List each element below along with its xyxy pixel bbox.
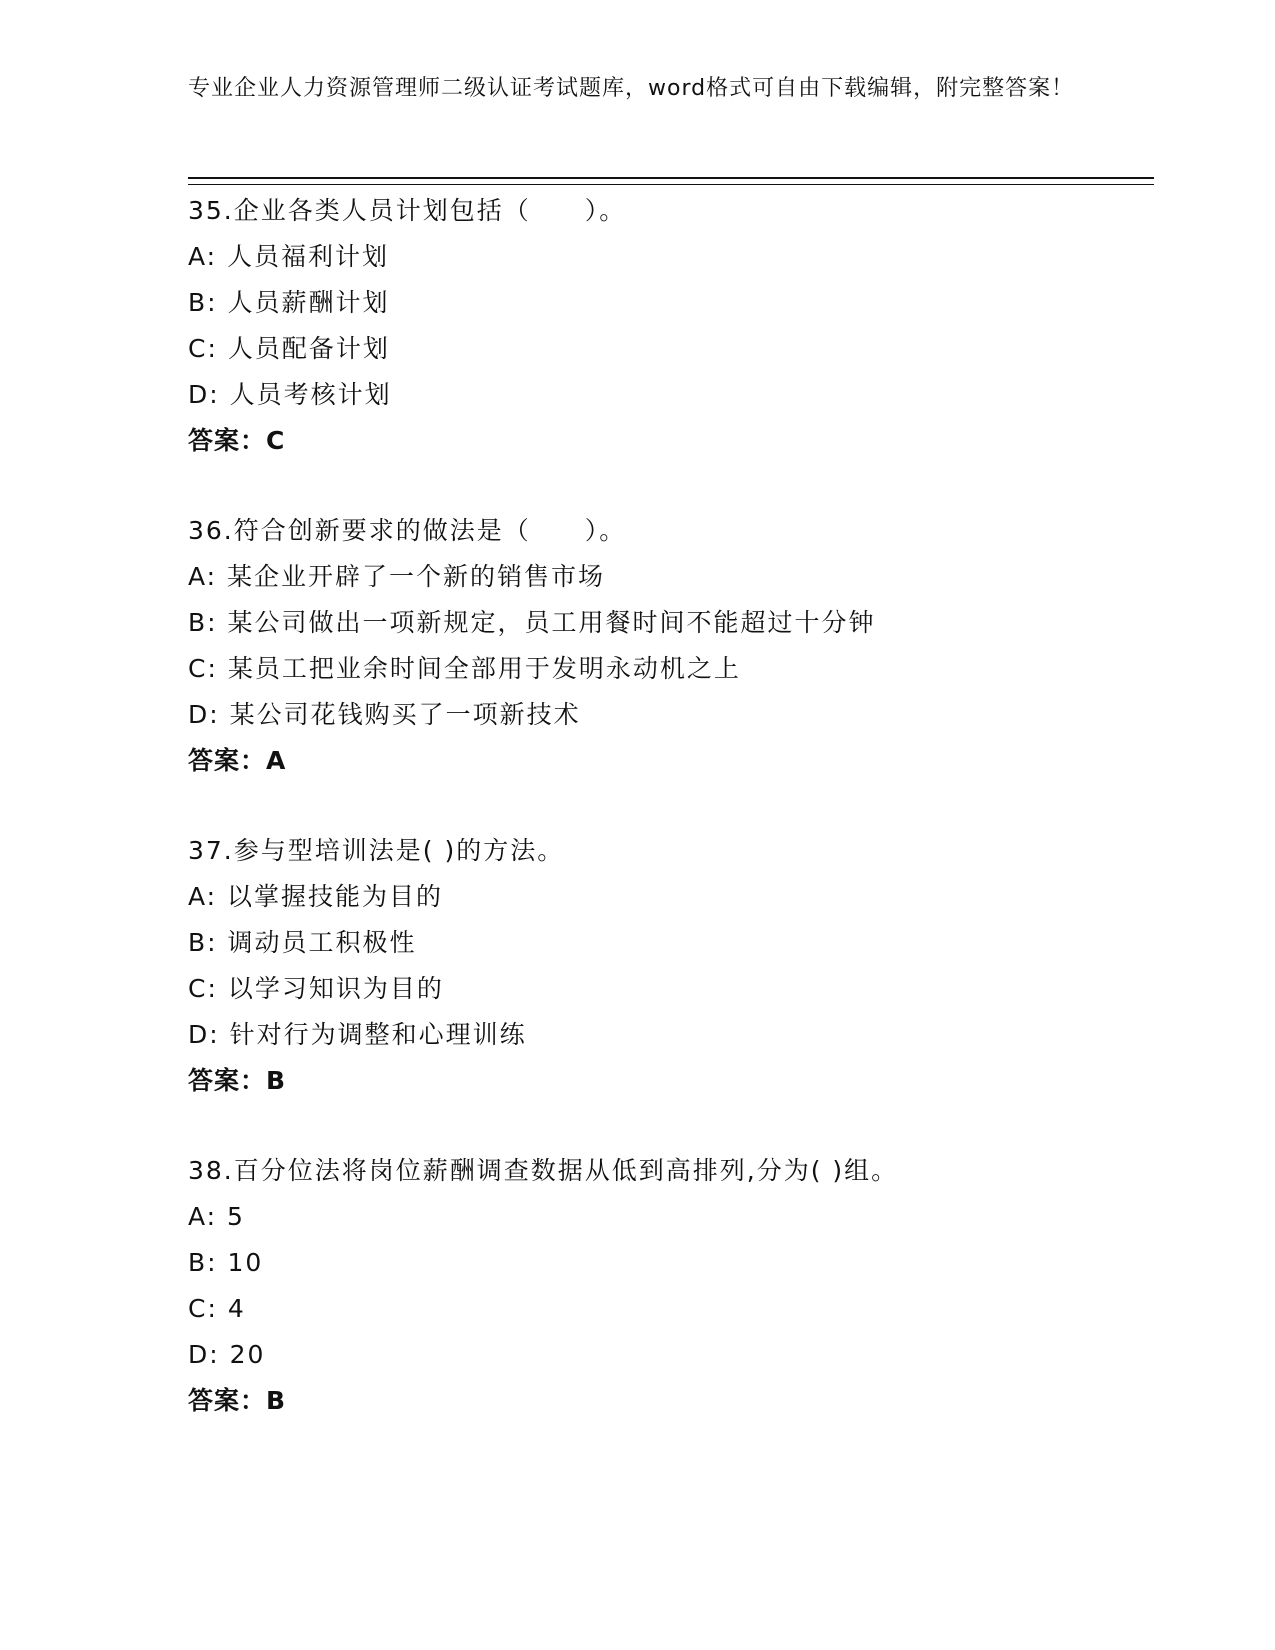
question-38: [188, 1148, 1148, 1424]
option-c: C: 4: [188, 1294, 246, 1323]
option-c: C: 某员工把业余时间全部用于发明永动机之上: [188, 654, 741, 683]
option-d: D: 人员考核计划: [188, 380, 392, 409]
option-c: C: 以学习知识为目的: [188, 974, 444, 1003]
question-stem: 37.参与型培训法是( )的方法。: [188, 836, 565, 865]
question-stem: 35.企业各类人员计划包括（ ）。: [188, 196, 627, 225]
option-d: D: 某公司花钱购买了一项新技术: [188, 700, 581, 729]
question-35: [188, 188, 1148, 464]
option-d: D: 针对行为调整和心理训练: [188, 1020, 527, 1049]
question-36: [188, 508, 1148, 784]
option-a: A: 5: [188, 1202, 245, 1231]
option-d: D: 20: [188, 1340, 266, 1369]
option-b: B: 10: [188, 1248, 264, 1277]
option-a: A: 以掌握技能为目的: [188, 882, 444, 911]
answer-line: 答案：A: [188, 746, 287, 775]
answer-line: 答案：B: [188, 1386, 287, 1415]
header-divider: [188, 177, 1154, 185]
option-a: A: 某企业开辟了一个新的销售市场: [188, 562, 606, 591]
answer-line: 答案：B: [188, 1066, 287, 1095]
option-b: B: 某公司做出一项新规定，员工用餐时间不能超过十分钟: [188, 608, 876, 637]
document-header: 专业企业人力资源管理师二级认证考试题库，word格式可自由下载编辑，附完整答案！: [188, 76, 1075, 101]
option-b: B: 人员薪酬计划: [188, 288, 390, 317]
option-a: A: 人员福利计划: [188, 242, 390, 271]
question-stem: 38.百分位法将岗位薪酬调查数据从低到高排列,分为( )组。: [188, 1156, 899, 1185]
answer-line: 答案：C: [188, 426, 286, 455]
option-b: B: 调动员工积极性: [188, 928, 417, 957]
option-c: C: 人员配备计划: [188, 334, 390, 363]
question-37: [188, 828, 1148, 1104]
question-stem: 36.符合创新要求的做法是（ ）。: [188, 516, 627, 545]
